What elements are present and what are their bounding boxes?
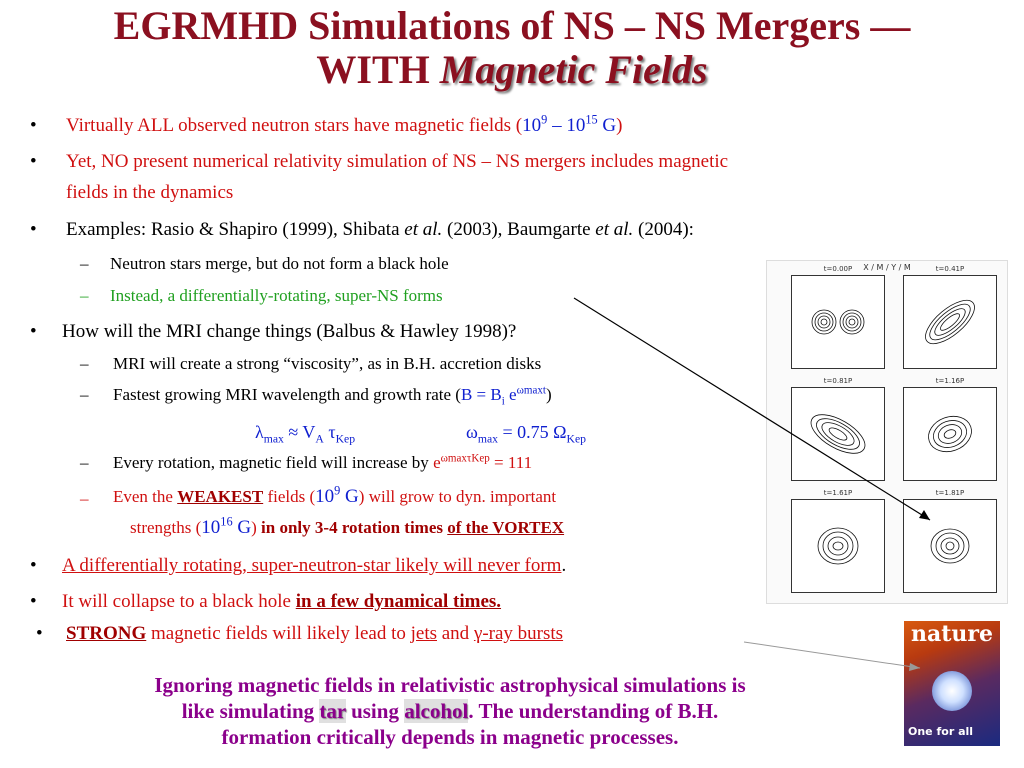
- dash-4-1: –: [80, 354, 89, 373]
- eq-lambda: λ: [255, 422, 264, 442]
- bullet-5-dot: .: [561, 555, 567, 576]
- eq-approx: ≈ V: [283, 422, 316, 442]
- title-with: WITH: [316, 47, 440, 92]
- axis-x-label: X / M: [863, 263, 884, 272]
- dash-3-2: –: [80, 286, 89, 305]
- examples-text-c: (2004):: [633, 219, 694, 240]
- strong-field-exp: 16: [220, 514, 233, 529]
- grb-text: γ-ray bursts: [473, 623, 564, 644]
- range-high-exp: 15: [585, 112, 598, 127]
- bullet-4: How will the MRI change things (Balbus & Hawley 1998)?: [62, 321, 517, 342]
- eq-value: = 0.75 Ω: [497, 422, 567, 442]
- factor-exp: ωmaxτKep: [440, 452, 490, 465]
- mri-text: Fastest growing MRI wavelength and growth rate (: [113, 385, 461, 404]
- formula-exp: ωmax: [516, 384, 543, 397]
- conclusion-line-3: formation critically depends in magnetic processes.: [221, 725, 679, 749]
- dash-4-3: –: [80, 453, 89, 472]
- formula-e: e: [504, 385, 517, 404]
- eq-max-2: max: [477, 432, 498, 446]
- axis-y-label: Y / M: [891, 263, 911, 272]
- never-form-text: A differentially rotating, super-neutron-star likely will never form: [62, 555, 562, 576]
- even-text: Even the: [113, 487, 178, 506]
- jets-text: jets: [410, 623, 437, 644]
- dash-3-1: –: [80, 254, 89, 273]
- bullet-2-line-1: Yet, NO present numerical relativity simulation of NS – NS mergers includes magnetic: [66, 151, 729, 172]
- panel-2-label: t=0.41P: [935, 265, 965, 273]
- bullet-dot-7: •: [36, 623, 43, 644]
- factor-e: e: [433, 453, 441, 472]
- arrowhead-vortex-icon: [919, 510, 930, 520]
- nature-logo: nature: [911, 621, 993, 647]
- dash-4-4: –: [80, 489, 89, 508]
- conclusion-a: like simulating: [181, 699, 320, 723]
- range-low-exp: 9: [541, 112, 548, 127]
- bullet-dot-1: •: [30, 115, 37, 136]
- dash-4-2: –: [80, 385, 89, 404]
- bullet-2-line-2: fields in the dynamics: [66, 182, 234, 203]
- rotation-text: Every rotation, magnetic field will increase by: [113, 453, 434, 472]
- weakest-text: WEAKEST: [177, 487, 264, 506]
- range-unit: G: [597, 115, 617, 136]
- title-magnetic-fields: Magnetic Fields: [439, 47, 708, 92]
- panel-3-label: t=0.81P: [823, 377, 853, 385]
- conclusion-line-1: Ignoring magnetic fields in relativistic astrophysical simulations is: [154, 673, 746, 697]
- rotation-times-text: in only 3-4 rotation times: [261, 518, 448, 537]
- eq-max-1: max: [263, 432, 284, 446]
- formula-i: i: [501, 395, 505, 408]
- formula-t: t: [542, 384, 546, 397]
- bullet-3-sub-1: Neutron stars merge, but do not form a black hole: [110, 254, 449, 273]
- bullet-1-close: ): [616, 115, 623, 136]
- alcohol-word: alcohol: [404, 699, 469, 723]
- conclusion-b: using: [345, 699, 405, 723]
- arrow-to-vortex: [574, 298, 930, 520]
- eq-kep-1: Kep: [335, 432, 356, 446]
- bullet-3-sub-2: Instead, a differentially-rotating, super-NS forms: [110, 286, 443, 305]
- weak-field-exp: 9: [334, 483, 341, 498]
- bullet-4-sub-1: MRI will create a strong “viscosity”, as in B.H. accretion disks: [113, 354, 542, 373]
- panel-6-label: t=1.81P: [935, 489, 965, 497]
- examples-text-a: Examples: Rasio & Shapiro (1999), Shibata: [66, 219, 405, 240]
- strong-text: STRONG: [66, 623, 147, 644]
- mri-close: ): [545, 385, 552, 404]
- strong-field-base: 10: [201, 517, 221, 538]
- strengths-text: strengths (: [130, 518, 202, 537]
- eq-a: A: [315, 432, 324, 446]
- examples-etal-1: et al.: [404, 219, 443, 240]
- eq-tau: τ: [323, 422, 336, 442]
- eq-kep-2: Kep: [566, 432, 586, 446]
- lead-to-text: magnetic fields will likely lead to: [146, 623, 411, 644]
- panel-5-label: t=1.61P: [823, 489, 853, 497]
- grow-text: ) will grow to dyn. important: [358, 487, 557, 506]
- tar-word: tar: [319, 699, 346, 723]
- fields-text: fields (: [263, 487, 316, 506]
- factor-value: = 111: [489, 453, 533, 472]
- strong-field-unit: G: [232, 517, 252, 538]
- nature-tagline: One for all: [908, 725, 974, 738]
- examples-etal-2: et al.: [595, 219, 634, 240]
- conclusion-c: . The understanding of B.H.: [468, 699, 719, 723]
- arrowhead-nature-icon: [909, 663, 920, 671]
- figure-axis-label: X / M / Y / M: [863, 263, 911, 272]
- bullet-dot-4: •: [30, 321, 37, 342]
- eq-omega: ω: [466, 422, 478, 442]
- formula-b: B = B: [460, 385, 502, 404]
- arrow-to-nature: [744, 642, 920, 668]
- vortex-text: of the VORTEX: [447, 518, 565, 537]
- bullet-dot-3: •: [30, 219, 37, 240]
- collapse-text: It will collapse to a black hole: [62, 591, 296, 612]
- and-text: and: [437, 623, 474, 644]
- weak-field-base: 10: [315, 486, 335, 507]
- bullet-dot-2: •: [30, 151, 37, 172]
- weak-field-unit: G: [340, 486, 359, 507]
- range-high-base: – 10: [547, 115, 586, 136]
- strengths-close: ): [251, 518, 262, 537]
- examples-text-b: (2003), Baumgarte: [442, 219, 596, 240]
- bullet-1-text: Virtually ALL observed neutron stars have magnetic fields (: [66, 115, 523, 136]
- panel-1-label: t=0.00P: [823, 265, 853, 273]
- dynamical-times-text: in a few dynamical times.: [295, 591, 502, 612]
- range-low-base: 10: [522, 115, 542, 136]
- bullet-dot-6: •: [30, 591, 37, 612]
- title-line-1: EGRMHD Simulations of NS – NS Mergers —: [113, 3, 911, 48]
- bullet-dot-5: •: [30, 555, 37, 576]
- panel-4-label: t=1.16P: [935, 377, 965, 385]
